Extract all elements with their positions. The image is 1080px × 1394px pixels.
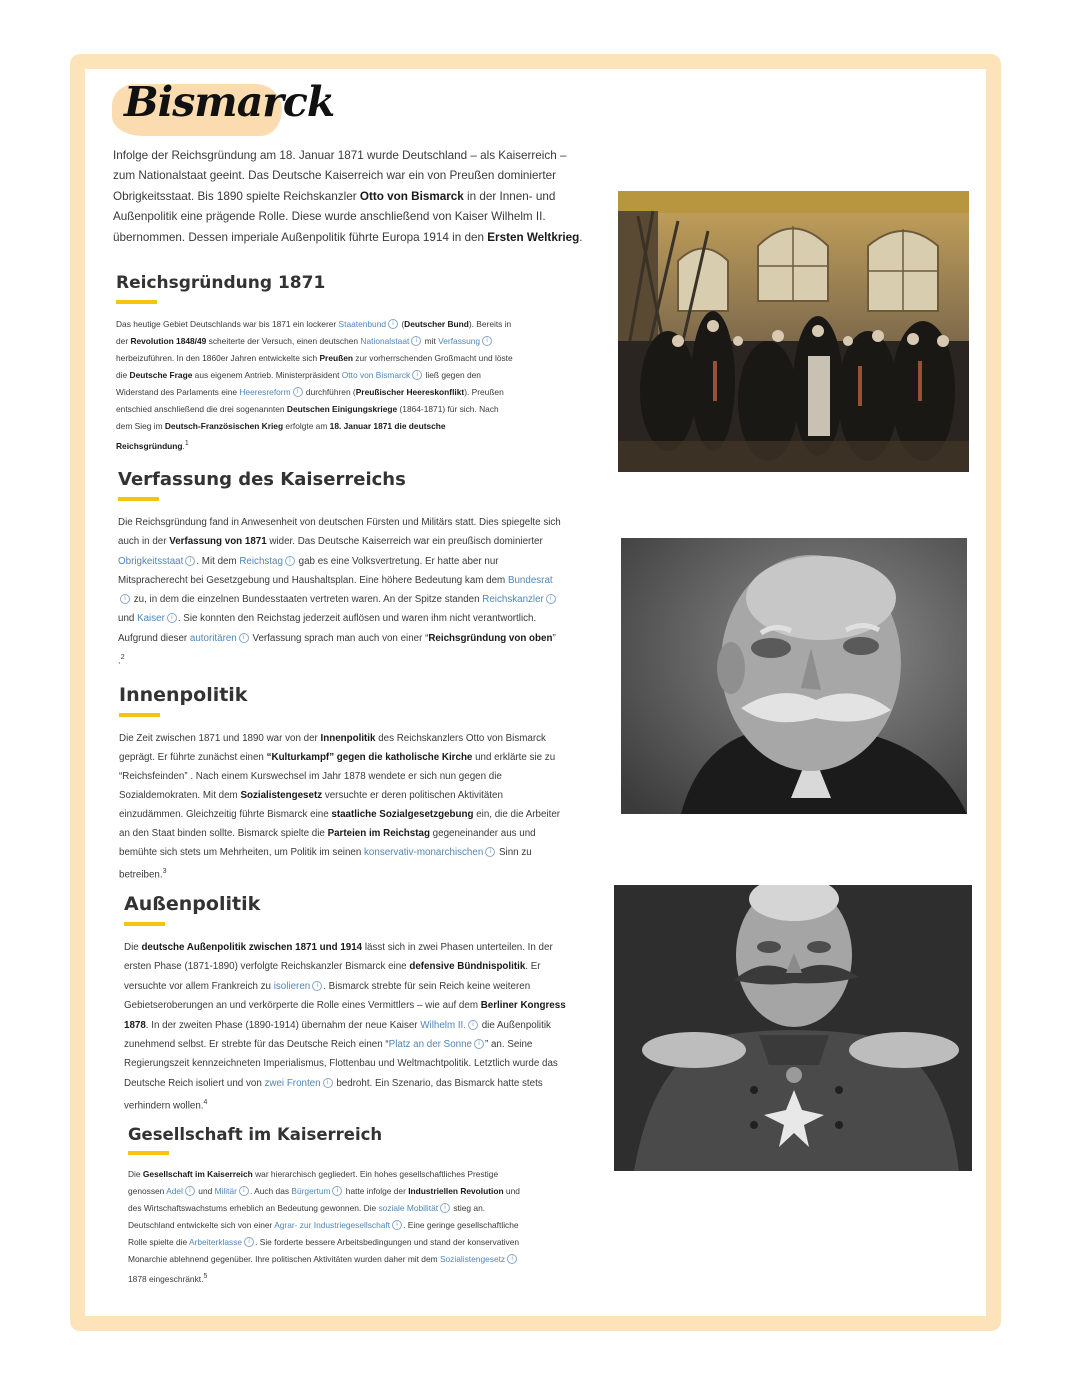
text-run: Verfassung sprach man auch von einer “ [249,632,429,644]
info-icon[interactable]: i [332,1186,342,1196]
heading-underline [118,497,159,501]
bold-term: Preußen [319,353,353,363]
glossary-link[interactable]: Wilhelm II. [420,1019,467,1031]
section-reichsgruendung [116,273,516,455]
text-run: hatte infolge der [343,1186,409,1196]
bold-term: Reichsgründung von oben [428,632,553,644]
page-title: Bismarck [124,78,335,126]
glossary-link[interactable]: Sozialistengesetz [439,1254,506,1264]
text-run: (1864-1871) für sich. Nach dem Sieg im [116,404,499,431]
text-run: aus eigenem Antrieb. Ministerpräsident [192,370,342,380]
text-run: scheiterte der Versuch, einen deutschen [206,336,361,346]
info-icon[interactable]: i [392,1220,402,1230]
bold-term: Gesellschaft im Kaiserreich [142,1169,253,1179]
bold-term: 18. Januar 1871 die deutsche Reichsgründung [116,421,446,451]
text-run: ). Bereits in der [116,319,512,346]
glossary-link[interactable]: Platz an der Sonne [388,1039,472,1051]
section-heading: Innenpolitik [119,684,248,706]
wilhelm-portrait-image [614,885,972,1171]
bold-term: Deutscher Bund [404,319,469,329]
glossary-link[interactable]: Obrigkeitsstaat [118,555,184,567]
text-run: ( [399,319,405,329]
text-run: . Sie forderte bessere Arbeitsbedingungen und stand der konservativen Monarchie ablehnend gegenüber. Ihre politischen Aktivitäten wurden daher mit dem [128,1237,520,1264]
bold-term: Berliner Kongress 1878 [124,1000,566,1031]
info-icon[interactable]: i [482,336,492,346]
footnote-marker: 4 [203,1099,208,1107]
glossary-link[interactable]: Bürgertum [291,1186,331,1196]
section-paragraph [119,729,569,884]
info-icon[interactable]: i [485,847,495,857]
glossary-link[interactable]: Kaiser [137,613,165,625]
section-heading: Reichsgründung 1871 [116,273,326,293]
text-run: gab es eine Volksvertretung. Er hatte aber nur Mitspracherecht bei Gesetzgebung und Haushaltsplan. Eine höhere Bedeutung kam dem [118,555,508,586]
glossary-link[interactable]: Otto von Bismarck [341,370,411,380]
glossary-link[interactable]: soziale Mobilität [378,1203,439,1213]
text-run: zur vorherrschenden Großmacht und löste die [116,353,513,380]
text-run: wider. Das Deutsche Kaiserreich war ein preußisch dominierter [266,536,543,548]
section-aussenpolitik [124,893,580,1116]
bold-term: Innenpolitik [320,733,376,744]
info-icon[interactable]: i [167,613,177,623]
info-icon[interactable]: i [388,319,398,329]
text-run: . Bismarck strebte für sein Reich keine weiteren Gebietseroberungen an und verkörperte die Rolle eines Vermittlers – wie auf dem [124,980,531,1012]
heading-underline [124,922,165,926]
info-icon[interactable]: i [474,1039,484,1049]
section-paragraph [116,316,516,455]
info-icon[interactable]: i [440,1203,450,1213]
footnote-marker: 2 [120,654,125,662]
text-run: . [182,440,185,451]
glossary-link[interactable]: Militär [214,1186,237,1196]
glossary-link[interactable]: Verfassung [438,336,481,346]
text-run: war hierarchisch gegliedert. Ein hohes gesellschaftliches Prestige genossen [128,1169,499,1196]
heading-underline [119,713,160,717]
text-run: stieg an. Deutschland entwickelte sich von einer [128,1203,486,1230]
glossary-link[interactable]: Staatenbund [338,319,387,329]
info-icon[interactable]: i [507,1254,517,1264]
text-run: in der Innen- und Außenpolitik eine prägende Rolle. Diese wurde anschließend von Kaiser Wilhelm II. übernommen. Dessen imperiale Außenpolitik führte Europa 1914 in den [113,189,556,244]
info-icon[interactable]: i [239,1186,249,1196]
text-run: erfolgte am [283,421,330,431]
bold-term: deutsche Außenpolitik zwischen 1871 und 1914 [141,942,363,953]
glossary-link[interactable]: Bundesrat [507,574,553,586]
glossary-link[interactable]: Arbeiterklasse [189,1237,243,1247]
text-run: Infolge der Reichsgründung am 18. Januar 1871 wurde Deutschland – als Kaiserreich – zum Nationalstaat geeint. Das Deutsche Kaiserreich war ein von Preußen dominierter Obrigkeitsstaat. Bis 1890 spielte Reichskanzler [113,149,567,203]
text-run: . [579,230,583,244]
text-run: ein, die die Arbeiter an den Staat binden sollte. Bismarck spielte die [119,809,561,839]
bold-term: staatliche Sozialgesetzgebung [331,809,474,820]
glossary-link[interactable]: konservativ-monarchischen [364,847,484,858]
section-heading: Außenpolitik [124,893,261,915]
bold-term: Preußischer Heereskonflikt [355,387,465,397]
bold-term: Deutschen Einigungskriege [286,404,398,414]
text-run: . In der zweiten Phase (1890-1914) übernahm der neue Kaiser [145,1019,421,1031]
text-run: Die Reichsgründung fand in Anwesenheit von deutschen Fürsten und Militärs statt. Dies spiegelte sich auch in der [118,517,561,548]
text-run: 1878 eingeschränkt. [128,1273,204,1284]
text-run: und [195,1186,215,1196]
bold-term: defensive Bündnispolitik [409,961,526,973]
glossary-link[interactable]: Nationalstaat [360,336,410,346]
text-run: Das heutige Gebiet Deutschlands war bis 1871 ein lockerer [116,319,339,329]
glossary-link[interactable]: zwei Fronten [264,1077,321,1089]
glossary-link[interactable]: Reichstag [239,555,283,567]
glossary-link[interactable]: Adel [166,1186,183,1196]
section-paragraph [128,1166,528,1288]
text-run: . Er versuchte vor allem Frankreich zu [124,961,541,992]
bold-term: Parteien im Reichstag [327,828,430,839]
text-run: Die [128,1169,143,1179]
text-run: . Eine geringe gesellschaftliche Rolle spielte die [128,1220,519,1247]
bold-term: Deutsch-Französischen Krieg [164,421,284,431]
text-run: ließ gegen den Widerstand des Parlaments eine [116,370,481,397]
text-run: bedroht. Ein Szenario, das Bismarck hatte stets verhindern wollen. [124,1077,543,1112]
text-run: Sinn zu betreiben. [119,847,532,881]
text-run: lässt sich in zwei Phasen unterteilen. In der ersten Phase (1871-1890) verfolgte Reichskanzler Bismarck eine [124,942,553,973]
info-icon[interactable]: i [546,594,556,604]
glossary-link[interactable]: Heeresreform [239,387,291,397]
text-run: . Mit dem [196,555,240,567]
text-run: versuchte er deren politischen Aktivitäten einzudämmen. Gleichzeitig führte Bismarck eine [119,790,503,820]
glossary-link[interactable]: Reichskanzler [482,594,544,606]
info-icon[interactable]: i [293,387,303,397]
info-icon[interactable]: i [323,1078,333,1088]
text-run: des Reichskanzlers Otto von Bismarck geprägt. Er führte zunächst einen [119,733,546,763]
text-run: ” an. Seine Regierungszeit kennzeichneten Imperialismus, Flottenbau und Weltmachtpolitik. Letztlich wurde das Deutsche Reich isoliert und von [124,1039,558,1089]
glossary-link[interactable]: Agrar- zur Industriegesellschaft [274,1220,391,1230]
bold-term: Deutsche Frage [129,370,193,380]
info-icon[interactable]: i [120,594,130,604]
info-icon[interactable]: i [244,1237,254,1247]
text-run: ” . [118,632,556,667]
text-run: ). Preußen entschied anschließend die drei sogenannten [116,387,504,414]
proclamation-painting-image [618,191,969,472]
glossary-link[interactable]: autoritären [189,632,237,644]
info-icon[interactable]: i [239,633,249,643]
info-icon[interactable]: i [412,370,422,380]
section-gesellschaft [128,1125,528,1288]
bold-term: Otto von Bismarck [359,189,464,203]
text-run: . Auch das [249,1186,292,1196]
text-run: und erklärte sie zu “Reichsfeinden” . Nach einem Kurswechsel im Jahr 1878 wendete er sich nun gegen die Sozialdemokraten. Mit dem [119,752,556,801]
bold-term: Verfassung von 1871 [169,536,267,548]
section-verfassung [118,469,564,671]
bold-term: Ersten Weltkrieg [487,230,580,244]
heading-underline [116,300,157,304]
info-icon[interactable]: i [185,556,195,566]
info-icon[interactable]: i [312,981,322,991]
text-run: zu, in dem die einzelnen Bundesstaaten vertreten waren. An der Spitze standen [131,594,483,606]
text-run: gegeneinander aus und bemühte sich stets um Mehrheiten, um Politik im seinen [119,828,536,858]
text-run: herbeizuführen. In den 1860er Jahren entwickelte sich [116,353,320,363]
footnote-marker: 5 [203,1273,208,1280]
text-run: durchführen ( [303,387,356,397]
text-run: . Sie konnten den Reichstag jederzeit auflösen und waren ihm nicht verantwortlich. Aufgrund dieser [118,613,537,644]
section-heading: Verfassung des Kaiserreichs [118,469,406,490]
title-badge [112,78,335,136]
section-innenpolitik [119,684,569,884]
intro-paragraph [113,146,583,248]
text-run: mit [422,336,439,346]
text-run: Die Zeit zwischen 1871 und 1890 war von der [119,733,321,744]
footnote-marker: 1 [184,440,189,447]
info-icon[interactable]: i [468,1020,478,1030]
section-paragraph [124,938,580,1116]
bold-term: Sozialistengesetz [240,790,323,801]
heading-underline [128,1151,169,1155]
info-icon[interactable]: i [285,556,295,566]
glossary-link[interactable]: isolieren [273,980,311,992]
bold-term: Industriellen Revolution [408,1186,504,1196]
section-heading: Gesellschaft im Kaiserreich [128,1125,383,1144]
text-run: Die [124,942,142,953]
bold-term: “Kulturkampf” gegen die katholische Kirche [266,752,473,763]
bold-term: Revolution 1848/49 [130,336,207,346]
info-icon[interactable]: i [411,336,421,346]
section-paragraph [118,513,564,671]
info-icon[interactable]: i [185,1186,195,1196]
text-run: und des Wirtschaftswachstums erheblich an Bedeutung gewonnen. Die [128,1186,520,1213]
footnote-marker: 3 [162,868,167,875]
text-run: die Außenpolitik zunehmend selbst. Er strebte für das Deutsche Reich einen “ [124,1019,551,1051]
bismarck-portrait-image [621,538,967,814]
text-run: und [118,613,138,625]
